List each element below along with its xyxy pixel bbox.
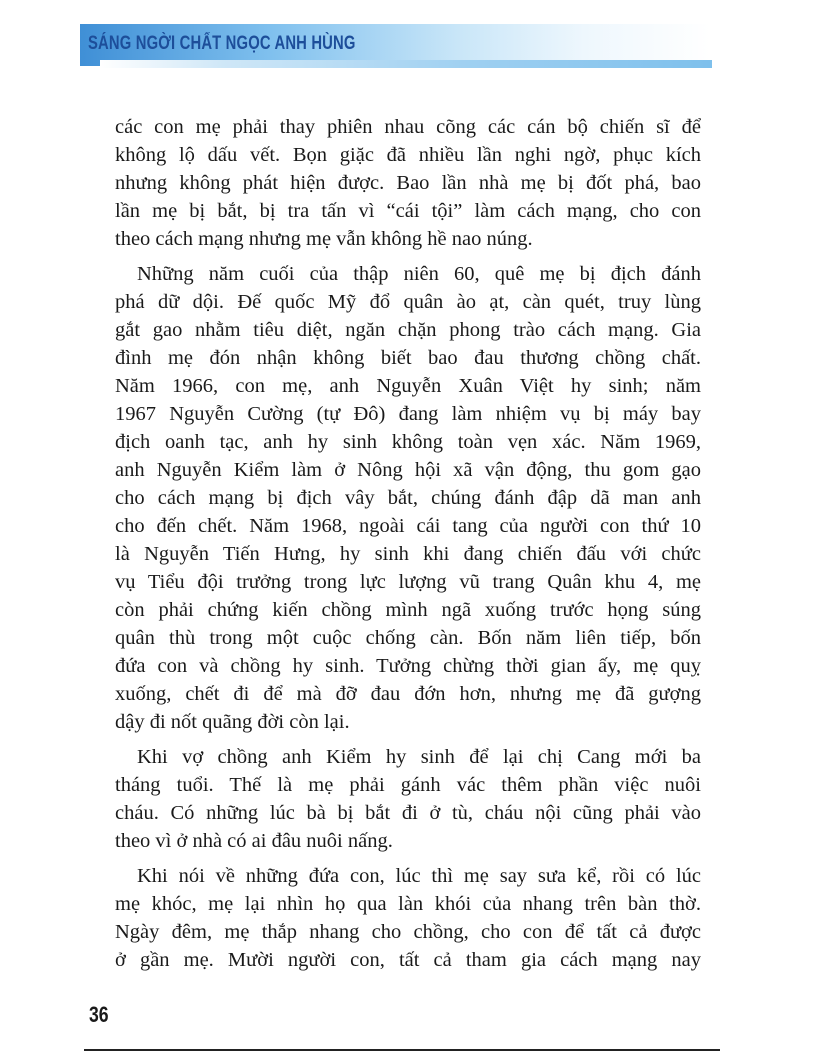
text-line: theo cách mạng nhưng mẹ vẫn không hề nao núng. [115,228,533,250]
running-header-title: SÁNG NGỜI CHẤT NGỌC ANH HÙNG [88,33,356,54]
text-line: không lộ dấu vết. Bọn giặc đã nhiều lần nghi ngờ, phục kích [115,144,701,166]
text-line: cháu. Có những lúc bà bị bắt đi ở tù, cháu nội cũng phải vào [115,802,701,824]
footer-rule [84,1049,720,1051]
paragraph [115,113,701,253]
text-line: địch oanh tạc, anh hy sinh không toàn vẹn xác. Năm 1969, [115,431,701,453]
text-line: 1967 Nguyễn Cường (tự Đô) đang làm nhiệm vụ bị máy bay [115,403,701,425]
body-text [115,113,701,981]
text-line: đứa con và chồng hy sinh. Tưởng chừng thời gian ấy, mẹ quỵ [115,655,701,677]
text-line: Khi vợ chồng anh Kiểm hy sinh để lại chị Cang mới ba [137,746,701,768]
text-line: dậy đi nốt quãng đời còn lại. [115,711,350,733]
text-line: Ngày đêm, mẹ thắp nhang cho chồng, cho con để tất cả được [115,921,701,943]
paragraph [115,260,701,736]
text-line: đình mẹ đón nhận không biết bao đau thương chồng chất. [115,347,701,369]
text-line: quân thù trong một cuộc chống càn. Bốn năm liên tiếp, bốn [115,627,701,649]
text-line: gắt gao nhằm tiêu diệt, ngăn chặn phong trào cách mạng. Gia [115,319,701,341]
text-line: còn phải chứng kiến chồng mình ngã xuống trước họng súng [115,599,701,621]
text-line: cho cách mạng bị địch vây bắt, chúng đánh đập dã man anh [115,487,701,509]
paragraph [115,862,701,974]
page-number: 36 [89,1002,109,1027]
paragraph [115,743,701,855]
text-line: mẹ khóc, mẹ lại nhìn họ qua làn khói của nhang trên bàn thờ. [115,893,701,915]
text-line: cho đến chết. Năm 1968, ngoài cái tang của người con thứ 10 [115,515,701,537]
text-line: xuống, chết đi để mà đỡ đau đớn hơn, nhưng mẹ đã gượng [115,683,701,705]
text-line: ở gần mẹ. Mười người con, tất cả tham gia cách mạng nay [115,949,701,971]
text-line: các con mẹ phải thay phiên nhau cõng các cán bộ chiến sĩ để [115,116,701,138]
text-line: vụ Tiểu đội trưởng trong lực lượng vũ trang Quân khu 4, mẹ [115,571,701,593]
header-rule [100,60,712,68]
text-line: là Nguyễn Tiến Hưng, hy sinh khi đang chiến đấu với chức [115,543,701,565]
text-line: tháng tuổi. Thế là mẹ phải gánh vác thêm phần việc nuôi [115,774,701,796]
text-line: Những năm cuối của thập niên 60, quê mẹ bị địch đánh [137,263,701,285]
text-line: nhưng không phát hiện được. Bao lần nhà mẹ bị đốt phá, bao [115,172,701,194]
text-line: Khi nói về những đứa con, lúc thì mẹ say sưa kể, rồi có lúc [137,865,701,887]
text-line: anh Nguyễn Kiểm làm ở Nông hội xã vận động, thu gom gạo [115,459,701,481]
text-line: phá dữ dội. Đế quốc Mỹ đổ quân ào ạt, càn quét, truy lùng [115,291,701,313]
text-line: theo vì ở nhà có ai đâu nuôi nấng. [115,830,393,852]
text-line: Năm 1966, con mẹ, anh Nguyễn Xuân Việt hy sinh; năm [115,375,701,397]
text-line: lần mẹ bị bắt, bị tra tấn vì “cái tội” làm cách mạng, cho con [115,200,701,222]
